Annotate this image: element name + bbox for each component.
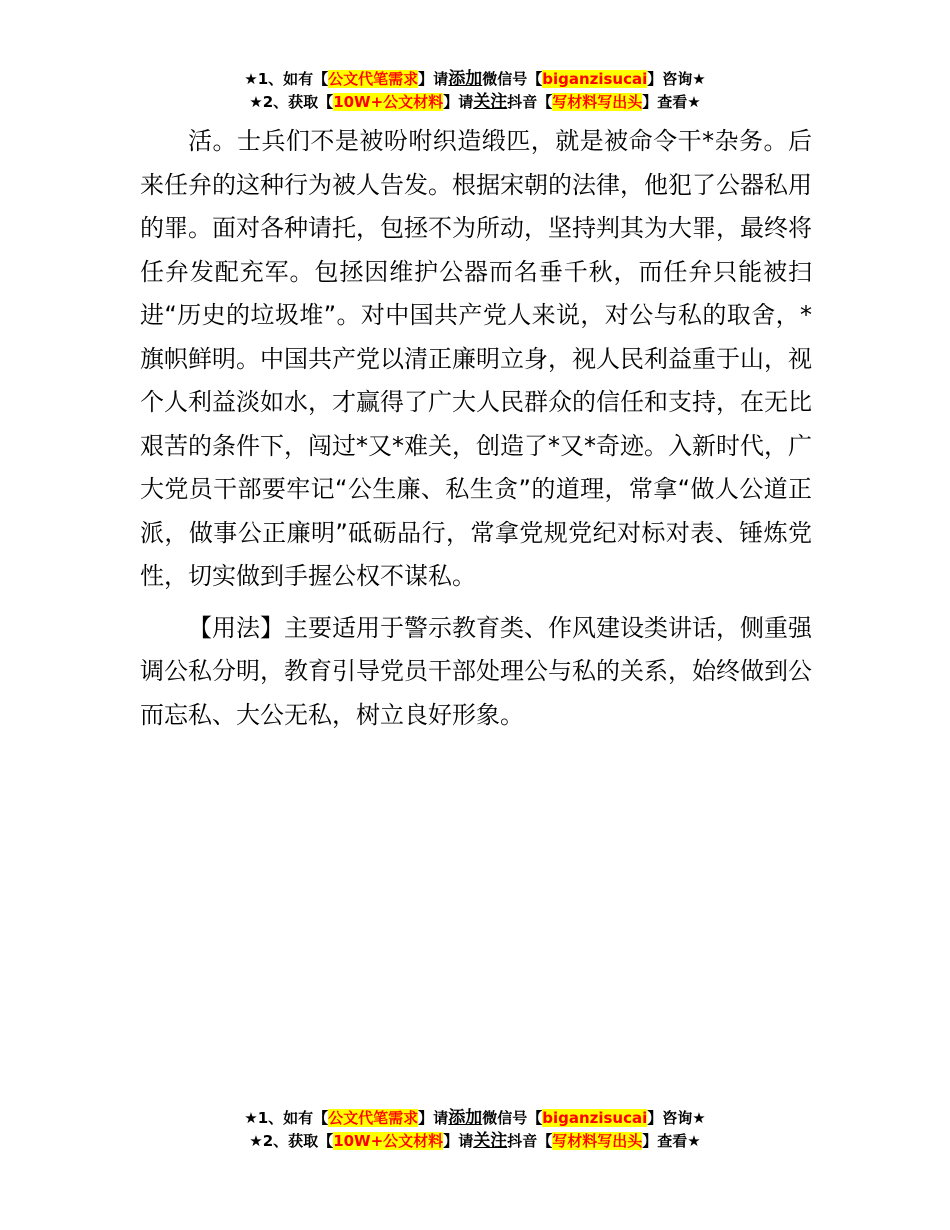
banner-text: 微信号【 (482, 70, 543, 88)
banner-text: 】请 (418, 1109, 449, 1127)
banner-text: 】查看★ (642, 93, 701, 111)
banner-text: 】请 (443, 93, 474, 111)
banner-text: ★1、如有【 (244, 1109, 329, 1127)
banner-text: ★2、获取【 (249, 1132, 334, 1150)
banner-highlight: 写材料写出头 (552, 1132, 643, 1150)
banner-highlight: 10W+公文材料 (333, 1132, 444, 1150)
banner-text: 】请 (443, 1132, 474, 1150)
header-banner (0, 68, 950, 114)
banner-emphasis: 添加 (448, 1108, 483, 1128)
banner-text: 抖音【 (507, 93, 553, 111)
banner-text: 】查看★ (642, 1132, 701, 1150)
banner-text: 】咨询★ (647, 1109, 706, 1127)
banner-line-1 (0, 68, 950, 91)
banner-highlight: 公文代笔需求 (328, 1109, 419, 1127)
footer-banner (0, 1107, 950, 1153)
banner-highlight: 10W+公文材料 (333, 93, 444, 111)
banner-emphasis: 添加 (448, 69, 483, 89)
banner-line-1 (0, 1107, 950, 1130)
body-paragraph-1: 活。士兵们不是被吩咐织造缎匹，就是被命令干*杂务。后来任弁的这种行为被人告发。根据宋朝的法律，他犯了公器私用的罪。面对各种请托，包拯不为所动，坚持判其为大罪，最终将任弁发配充军。包拯因维护公器而名垂千秋，而任弁只能被扫进“历史的垃圾堆”。对中国共产党人来说，对公与私的取舍，*旗帜鲜明。中国共产党以清正廉明立身，视人民利益重于山，视个人利益淡如水，才赢得了广大人民群众的信任和支持，在无比艰苦的条件下，闯过*又*难关，创造了*又*奇迹。入新时代，广大党员干部要牢记“公生廉、私生贪”的道理，常拿“做人公道正派，做事公正廉明”砥砺品行，常拿党规党纪对标对表、锤炼党性，切实做到手握公权不谋私。 (140, 127, 812, 590)
banner-text: 微信号【 (482, 1109, 543, 1127)
document-body (140, 120, 812, 737)
banner-line-2 (0, 1130, 950, 1153)
banner-text: ★1、如有【 (244, 70, 329, 88)
banner-text: 】请 (418, 70, 449, 88)
banner-highlight: 公文代笔需求 (328, 70, 419, 88)
body-paragraph-usage: 【用法】主要适用于警示教育类、作风建设类讲话，侧重强调公私分明，教育引导党员干部处理公与私的关系，始终做到公而忘私、大公无私，树立良好形象。 (140, 613, 812, 729)
banner-highlight: 写材料写出头 (552, 93, 643, 111)
banner-wechat-id: biganzisucai (542, 70, 648, 88)
banner-text: 抖音【 (507, 1132, 553, 1150)
banner-emphasis: 关注 (473, 1131, 508, 1151)
banner-text: 】咨询★ (647, 70, 706, 88)
banner-text: ★2、获取【 (249, 93, 334, 111)
banner-emphasis: 关注 (473, 92, 508, 112)
banner-wechat-id: biganzisucai (542, 1109, 648, 1127)
banner-line-2 (0, 91, 950, 114)
